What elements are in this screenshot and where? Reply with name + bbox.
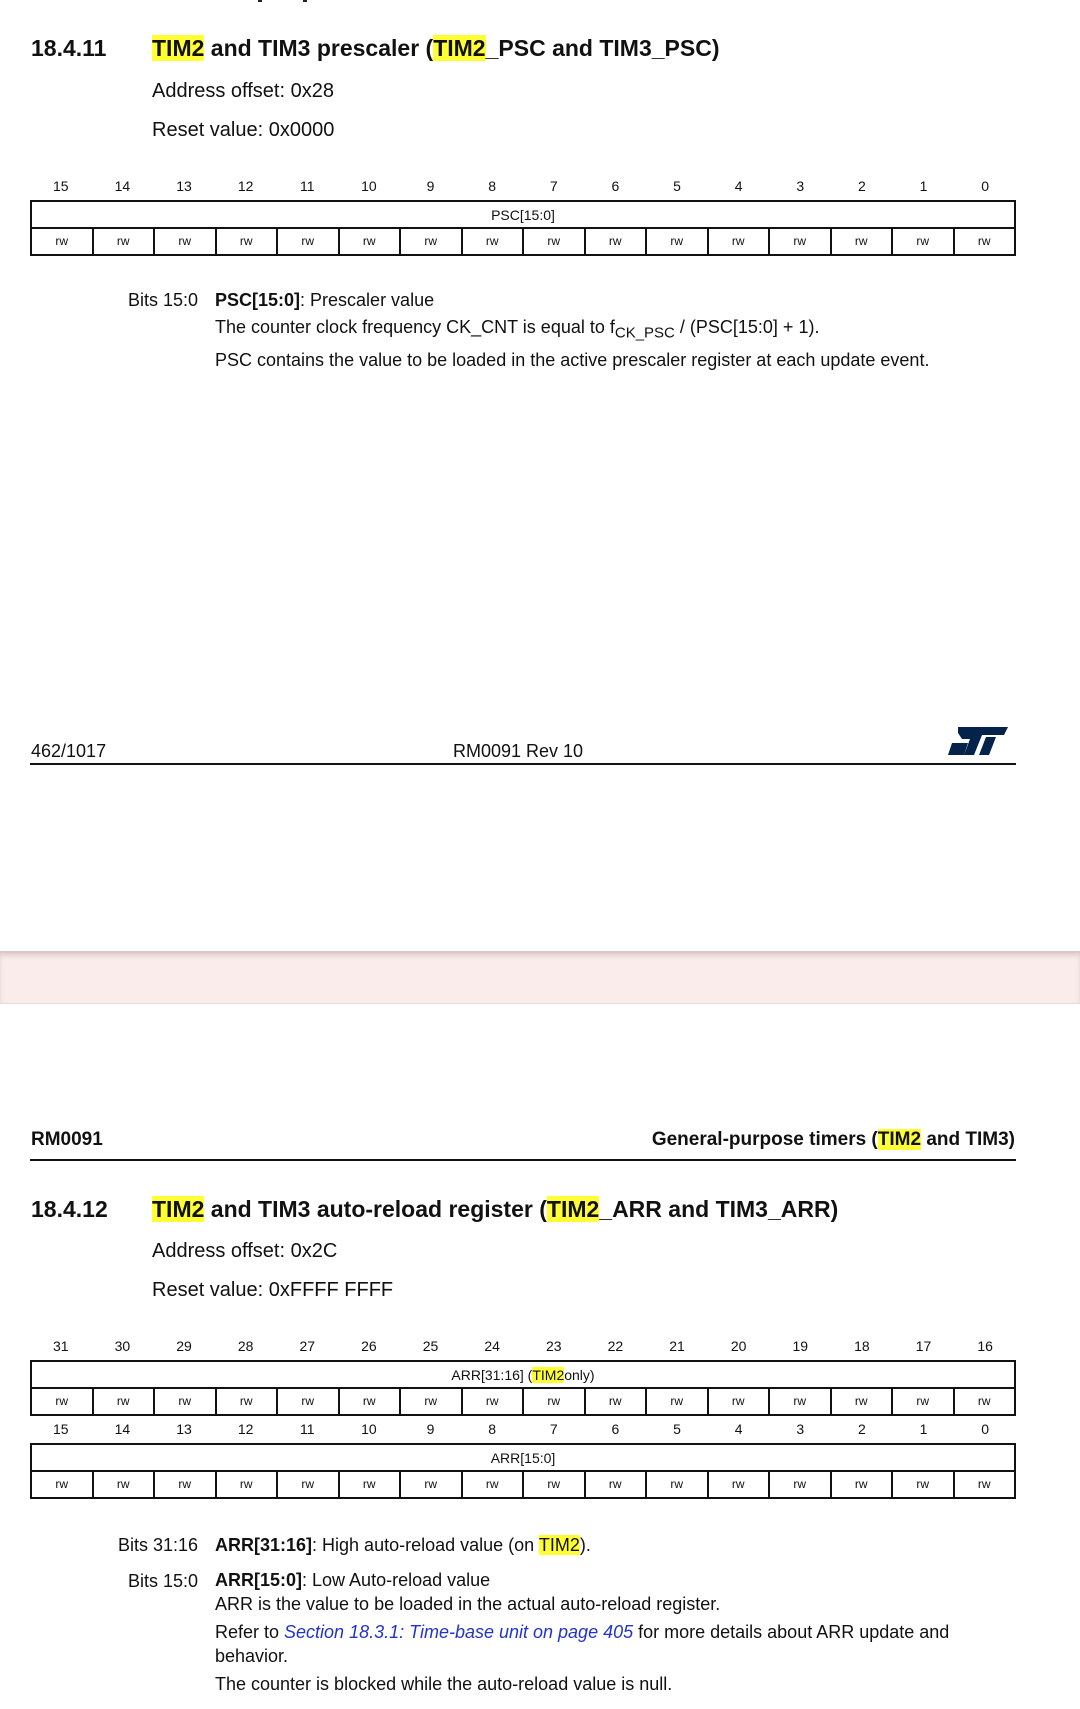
- address-offset: Address offset: 0x28: [152, 80, 334, 102]
- bit-description-psc: [128, 287, 198, 314]
- bits-label-high: Bits 31:16: [118, 1535, 199, 1555]
- field-name: PSC[15:0]: [215, 290, 301, 310]
- section-number: 18.4.11: [31, 35, 107, 61]
- title-text: _ARR and TIM3_ARR): [599, 1196, 839, 1222]
- highlight-term: TIM2: [877, 1129, 922, 1150]
- highlight-term: TIM2: [152, 1196, 205, 1222]
- section-title: [152, 1196, 838, 1223]
- bit-description-arr-low: ARR[15:0]: Low Auto-reload value ARR is the value to be loaded in the actual auto-reload register. Refer to Section 18.3.1: Time-base unit on page 405 for more details about ARR update and behavior. The counter is blocked while the auto-reload value is null.: [215, 1570, 950, 1694]
- title-text: _PSC and TIM3_PSC): [485, 35, 720, 61]
- highlight-term: TIM2: [546, 1196, 600, 1222]
- section-number: 18.4.12: [31, 1196, 108, 1222]
- highlight-term: TIM2: [532, 1366, 565, 1383]
- header-chapter: General-purpose timers (TIM2 and TIM3): [651, 1129, 1015, 1150]
- title-text: and TIM3 prescaler (: [204, 35, 434, 61]
- page-separator: [0, 951, 1080, 1004]
- bit-number-row: 15 14 13 12 11 10 9 8 7 6 5 4 3 2 1 0: [53, 178, 990, 194]
- highlight-term: TIM2: [152, 35, 205, 61]
- register-field-arr-high: ARR[31:16] ( TIM2 only): [32, 1362, 1014, 1389]
- arr-low-register-table: [30, 1443, 1016, 1499]
- section-title: [152, 35, 719, 62]
- field-name: ARR[31:16]: [215, 1535, 313, 1555]
- footer-rule: [30, 763, 1016, 765]
- arr-high-register-table: [30, 1360, 1016, 1416]
- section-link-time-base-unit[interactable]: Section 18.3.1: Time-base unit on page 405: [284, 1622, 634, 1642]
- header-doc-id: RM0091: [31, 1129, 103, 1150]
- bit-description-arr-high: ARR[31:16]: High auto-reload value (on TIM2).: [215, 1535, 591, 1555]
- highlight-term: TIM2: [538, 1535, 580, 1555]
- bit-number-row-low: 15 14 13 12 11 10 9 8 7 6 5 4 3 2 1 0: [53, 1421, 990, 1437]
- bits-label: Bits 15:0: [128, 290, 199, 310]
- reset-value: Reset value: 0xFFFF FFFF: [152, 1279, 394, 1301]
- cropped-text-remnant: [258, 0, 262, 2]
- bit-number-row-high: 31 30 29 28 27 26 25 24 23 22 21 20 19 18 17 16: [53, 1338, 993, 1354]
- access-row: rw rw rw rw rw rw rw rw rw rw rw rw rw rw rw rw: [32, 1472, 1014, 1497]
- title-text: and TIM3 auto-reload register (: [204, 1196, 547, 1222]
- page-number: 462/1017: [31, 741, 107, 761]
- psc-register-table: [30, 200, 1016, 256]
- doc-revision: RM0091 Rev 10: [453, 741, 584, 761]
- register-field-arr-low: ARR[15:0]: [32, 1445, 1014, 1472]
- st-logo-icon: [948, 725, 1010, 757]
- highlight-term: TIM2: [433, 35, 486, 61]
- bit-description-body: PSC[15:0]: Prescaler value The counter clock frequency CK_CNT is equal to $f_{CK\_PSC}$ / (PSC[15:0] + 1). PSC contains the value to be loaded in the active prescaler register at each update event.: [215, 290, 930, 370]
- access-row: rw rw rw rw rw rw rw rw rw rw rw rw rw rw rw rw: [32, 1389, 1014, 1414]
- cropped-text-remnant: [303, 0, 307, 2]
- reset-value: Reset value: 0x0000: [152, 119, 335, 141]
- register-field-psc: PSC[15:0]: [32, 202, 1014, 229]
- field-name: ARR[15:0]: [215, 1570, 303, 1590]
- header-rule: [30, 1159, 1016, 1161]
- address-offset: Address offset: 0x2C: [152, 1240, 338, 1262]
- bits-label-low: Bits 15:0: [128, 1571, 199, 1591]
- access-row: rw rw rw rw rw rw rw rw rw rw rw rw rw rw rw rw: [32, 229, 1014, 254]
